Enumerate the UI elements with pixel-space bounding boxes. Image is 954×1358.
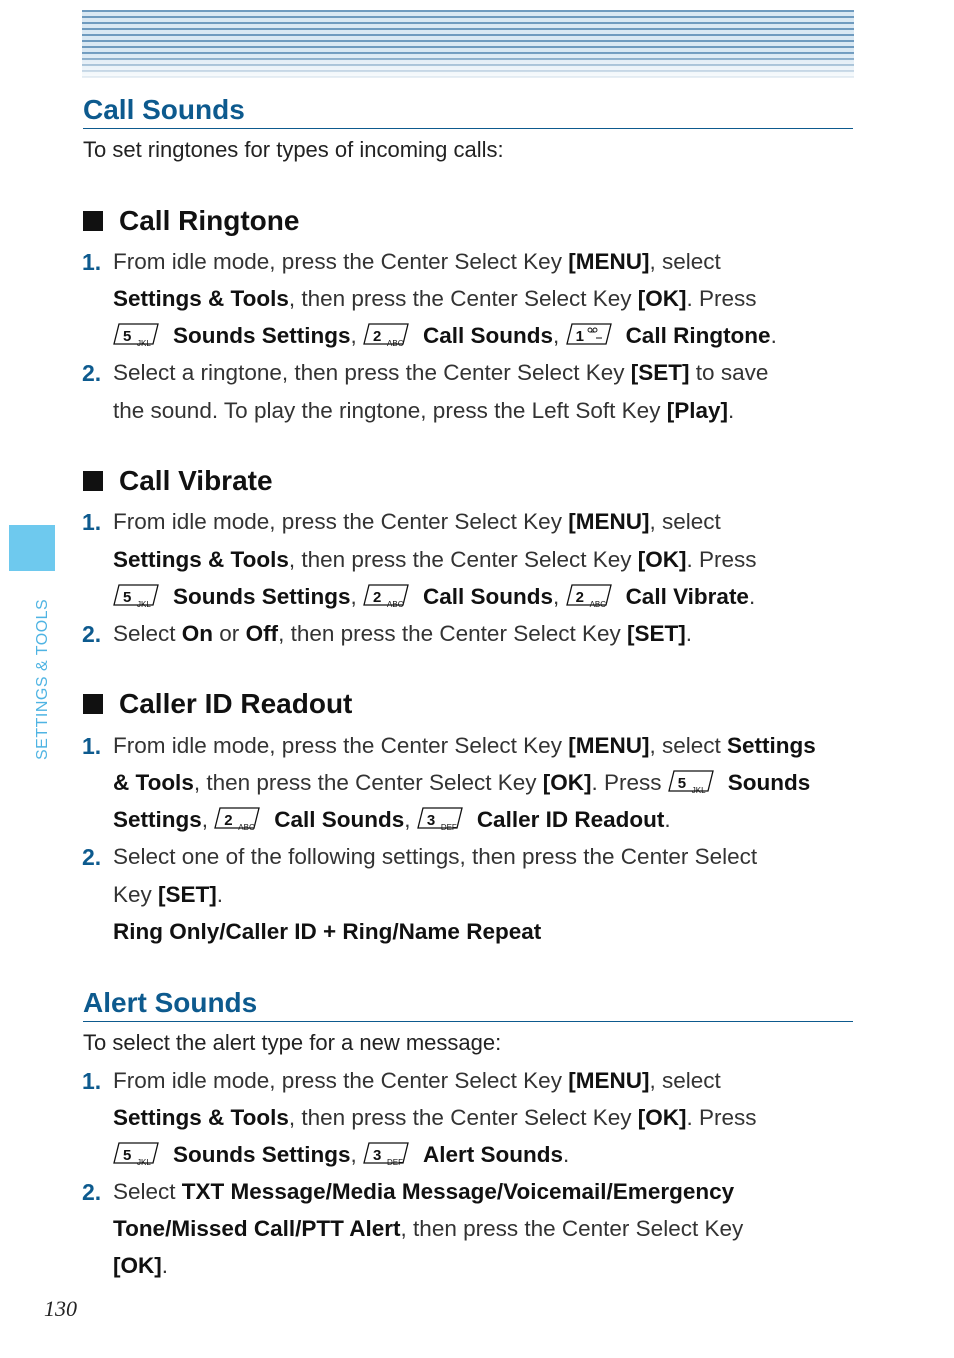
step-line: From idle mode, press the Center Select Key [MENU], select — [113, 249, 721, 274]
page-number: 130 — [44, 1296, 77, 1321]
step-line: 5 JKL Sounds Settings, 2 ABC Call Sounds, 1 Call Ringtone. — [113, 321, 777, 351]
step-line: Select one of the following settings, then press the Center Select — [113, 844, 758, 869]
side-section-label: SETTINGS & TOOLS — [34, 598, 51, 760]
step-number: 1. — [82, 509, 102, 535]
key-5-icon: 5 JKL — [113, 583, 159, 607]
key-5-icon: 5 JKL — [668, 769, 714, 793]
step-line: Settings & Tools, then press the Center Select Key [OK]. Press — [113, 1105, 757, 1130]
step-line: Select a ringtone, then press the Center Select Key [SET] to save — [113, 360, 769, 385]
step-line: From idle mode, press the Center Select Key [MENU], select — [113, 1068, 721, 1093]
step-line: From idle mode, press the Center Select Key [MENU], select — [113, 509, 721, 534]
key-1-voicemail-icon: 1 — [566, 322, 612, 346]
step-line: Settings & Tools, then press the Center Select Key [OK]. Press — [113, 286, 757, 311]
header-band — [82, 10, 854, 78]
square-bullet-icon — [83, 694, 103, 714]
key-2-icon: 2 ABC — [363, 583, 409, 607]
intro-call-sounds: To set ringtones for types of incoming calls: — [83, 137, 504, 162]
subheading-text: Caller ID Readout — [119, 688, 353, 719]
intro-alert-sounds: To select the alert type for a new message: — [83, 1030, 502, 1055]
options-line: Ring Only/Caller ID + Ring/Name Repeat — [113, 919, 542, 944]
step-line: Key [SET]. — [113, 882, 224, 907]
step-line: Tone/Missed Call/PTT Alert, then press the Center Select Key — [113, 1216, 744, 1241]
side-tab-marker — [9, 525, 55, 571]
step-line: & Tools, then press the Center Select Key [OK]. Press 5 JKL Sounds — [113, 770, 811, 795]
step-line: [OK]. — [113, 1253, 169, 1278]
subheading-call-vibrate — [83, 465, 273, 497]
step-line: the sound. To play the ringtone, press the Left Soft Key [Play]. — [113, 398, 735, 423]
key-3-icon: 3 DEF — [363, 1141, 409, 1165]
step-line: 5 JKL Sounds Settings, 3 DEF Alert Sounds. — [113, 1140, 569, 1170]
step-line: From idle mode, press the Center Select Key [MENU], select Settings — [113, 733, 816, 758]
step-line: Settings & Tools, then press the Center Select Key [OK]. Press — [113, 547, 757, 572]
key-3-icon: 3 DEF — [417, 806, 463, 830]
step-line: Select On or Off, then press the Center Select Key [SET]. — [113, 621, 693, 646]
step-line: Settings, 2 ABC Call Sounds, 3 DEF Caller ID Readout. — [113, 807, 671, 832]
section-title-call-sounds: Call Sounds — [83, 94, 853, 129]
step-line: Select TXT Message/Media Message/Voicemail/Emergency — [113, 1179, 735, 1204]
step-number: 1. — [82, 249, 102, 275]
step-number: 2. — [82, 1179, 102, 1205]
step-number: 2. — [82, 844, 102, 870]
step-number: 2. — [82, 360, 102, 386]
step-number: 1. — [82, 733, 102, 759]
subheading-text: Call Ringtone — [119, 205, 300, 236]
key-2-icon: 2 ABC — [363, 322, 409, 346]
key-2-icon: 2 ABC — [566, 583, 612, 607]
subheading-text: Call Vibrate — [119, 465, 273, 496]
step-number: 1. — [82, 1068, 102, 1094]
section-title-alert-sounds: Alert Sounds — [83, 987, 853, 1022]
step-line: 5 JKL Sounds Settings, 2 ABC Call Sounds, 2 ABC Call Vibrate. — [113, 582, 755, 612]
square-bullet-icon — [83, 471, 103, 491]
key-5-icon: 5 JKL — [113, 322, 159, 346]
square-bullet-icon — [83, 211, 103, 231]
subheading-call-ringtone — [83, 205, 299, 237]
step-number: 2. — [82, 621, 102, 647]
key-2-icon: 2 ABC — [214, 806, 260, 830]
subheading-caller-id-readout — [83, 688, 352, 720]
key-5-icon: 5 JKL — [113, 1141, 159, 1165]
